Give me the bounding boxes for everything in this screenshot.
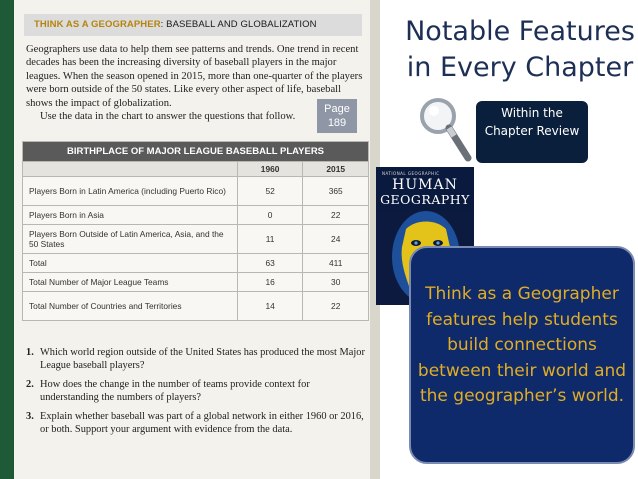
question-list: [26, 347, 366, 444]
table-cell-2015: 22: [303, 292, 369, 321]
question-number: 1.: [26, 347, 34, 358]
table-row: [23, 225, 369, 254]
table-row: [23, 292, 369, 321]
textbook-page-scan: [14, 0, 370, 479]
book-title-line-1: HUMAN: [392, 177, 458, 193]
table-row-label: Players Born in Latin America (including Puerto Rico): [23, 177, 238, 206]
page-badge-label: Page: [324, 103, 350, 115]
feature-header-rest: : BASEBALL AND GLOBALIZATION: [160, 19, 317, 30]
table-title: BIRTHPLACE OF MAJOR LEAGUE BASEBALL PLAYERS: [23, 142, 369, 162]
table-row-label: Players Born in Asia: [23, 206, 238, 225]
table-cell-2015: 411: [303, 254, 369, 273]
book-title-line-2: GEOGRAPHY: [380, 192, 470, 207]
feature-header-highlight: THINK AS A GEOGRAPHER: [34, 19, 161, 30]
question-item: [26, 411, 366, 436]
question-text: How does the change in the number of teams provide context for understanding the numbers of players?: [40, 379, 310, 403]
table-row: [23, 273, 369, 292]
slide-title: [405, 14, 635, 86]
book-brand: NATIONAL GEOGRAPHIC: [382, 171, 440, 176]
question-text: Which world region outside of the United States has produced the most Major League baseball players?: [40, 347, 365, 371]
table-col-header-1960: 1960: [237, 162, 303, 177]
table-row-label: Total Number of Major League Teams: [23, 273, 238, 292]
table-cell-1960: 16: [237, 273, 303, 292]
think-as-geographer-callout: Think as a Geographer features help students build connections between their world and the geographer’s world.: [409, 246, 635, 464]
birthplace-table: [22, 141, 369, 321]
page-number-badge: [317, 99, 357, 133]
table-cell-1960: 63: [237, 254, 303, 273]
table-col-header-label: [23, 162, 238, 177]
table-row: [23, 254, 369, 273]
page-badge-number: 189: [327, 117, 347, 129]
intro-text: [26, 43, 364, 123]
table-cell-1960: 52: [237, 177, 303, 206]
feature-header-bar: [24, 14, 362, 36]
question-number: 2.: [26, 379, 34, 391]
intro-paragraph-2: Use the data in the chart to answer the questions that follow.: [40, 111, 296, 123]
table-cell-1960: 11: [237, 225, 303, 254]
table-cell-2015: 24: [303, 225, 369, 254]
question-text: Explain whether baseball was part of a global network in either 1960 or 2016, or both. Support your argument with evidence from the data.: [40, 411, 364, 435]
table-row: [23, 206, 369, 225]
slide-title-line-1: Notable Features: [405, 16, 635, 47]
table-row-label: Total Number of Countries and Territories: [23, 292, 238, 321]
table-cell-1960: 0: [237, 206, 303, 225]
table-cell-1960: 14: [237, 292, 303, 321]
table-row-label: Players Born Outside of Latin America, Asia, and the 50 States: [23, 225, 238, 254]
feature-header-title: [34, 19, 317, 30]
slide-title-line-2: in Every Chapter: [406, 52, 634, 83]
table-row: [23, 177, 369, 206]
table-row-label: Total: [23, 254, 238, 273]
magnifying-glass-icon: [418, 94, 474, 164]
question-number: 3.: [26, 411, 34, 423]
within-chapter-review-badge: Within the Chapter Review: [476, 101, 588, 163]
table-cell-2015: 22: [303, 206, 369, 225]
table-cell-2015: 30: [303, 273, 369, 292]
green-edge-stripe: [0, 0, 14, 479]
intro-paragraph-1: Geographers use data to help them see patterns and trends. One trend in recent decades has been the increasing diversity of baseball players in the major leagues. When the season opened in 2015, more than one-quarter of the players were born outside of the 50 states. Like every other aspect of life, baseball shows the impact of globalization.: [26, 44, 363, 109]
table-col-header-2015: 2015: [303, 162, 369, 177]
table-cell-2015: 365: [303, 177, 369, 206]
question-item: [26, 379, 366, 404]
question-item: [26, 347, 366, 372]
